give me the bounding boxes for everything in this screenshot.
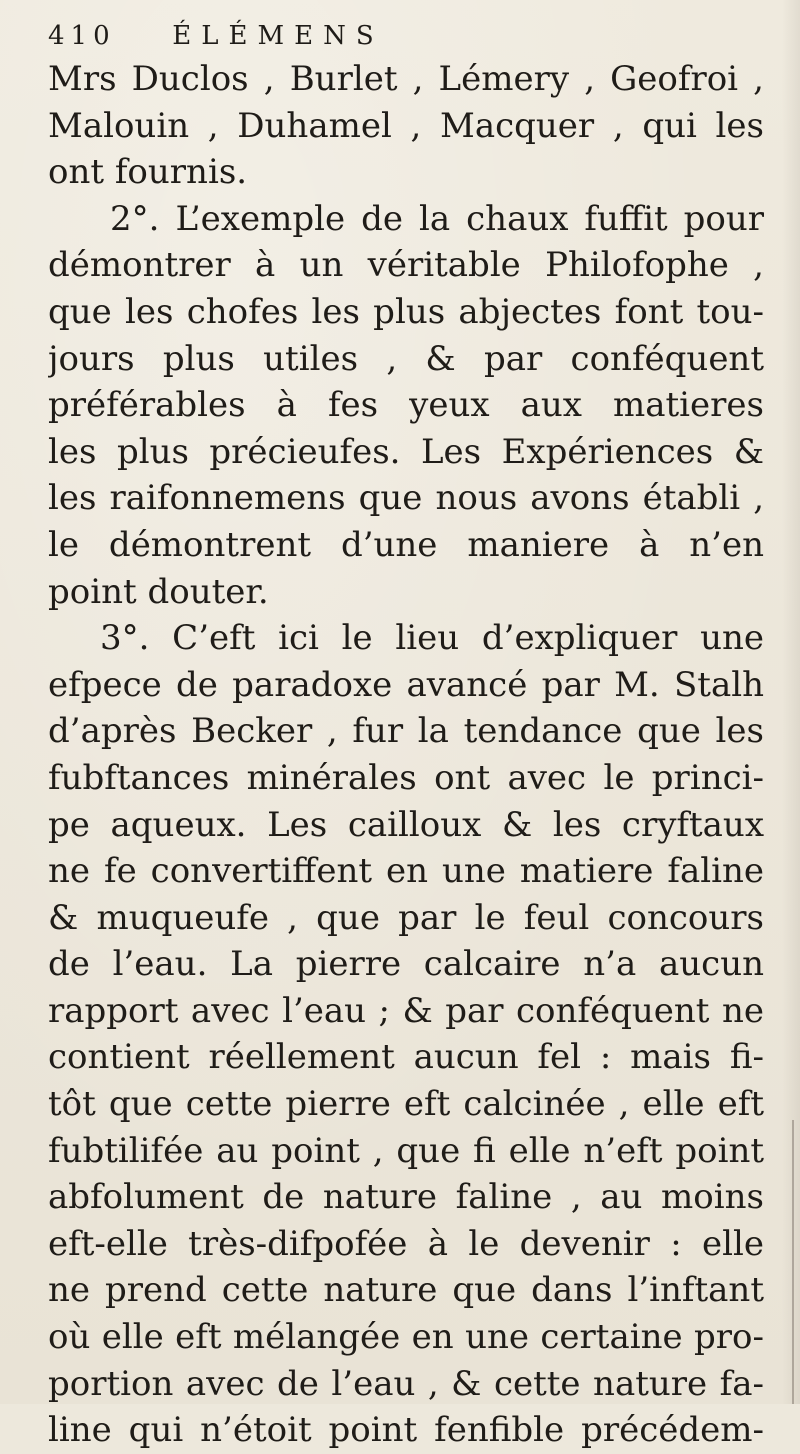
text-line: contient réellement aucun fel : mais fi- — [48, 1037, 764, 1078]
text-line: fubtilifée au point , que fi elle n’eft point — [48, 1130, 764, 1171]
text-line: rapport avec l’eau ; & par conféquent ne — [48, 990, 764, 1031]
text-line: pe aqueux. Les cailloux & les cryftaux — [48, 804, 764, 845]
text-line: jours plus utiles , & par conféquent — [48, 338, 764, 379]
text-line: les raifonnemens que nous avons établi , — [48, 478, 764, 519]
text-line: abfolument de nature faline , au moins — [48, 1177, 764, 1218]
text-line: ont fournis. — [48, 152, 248, 193]
page-edge-shadow — [782, 0, 800, 1404]
page-edge-line — [792, 1120, 794, 1404]
text-line: tôt que cette pierre eft calcinée , elle eft — [48, 1084, 764, 1125]
text-line: où elle eft mélangée en une certaine pro- — [48, 1317, 764, 1358]
body-text — [48, 56, 764, 1454]
text-line: line qui n’étoit point fenfible précédem- — [48, 1410, 764, 1451]
text-line: point douter. — [48, 571, 269, 612]
text-line: Mrs Duclos , Burlet , Lémery , Geofroi , — [48, 59, 764, 99]
running-title: ÉLÉMENS — [172, 21, 384, 51]
text-line: efpece de paradoxe avancé par M. Stalh — [48, 664, 764, 705]
page-number: 410 — [48, 21, 116, 51]
text-line: ne fe convertiffent en une matiere faline — [48, 851, 764, 892]
running-header — [48, 16, 748, 56]
text-line: le démontrent d’une maniere à n’en — [48, 524, 764, 565]
text-line: fubftances minérales ont avec le princi- — [48, 757, 764, 798]
text-line: portion avec de l’eau , & cette nature fa- — [48, 1363, 764, 1404]
text-line: d’après Becker , fur la tendance que les — [48, 711, 764, 752]
text-line: 2°. L’exemple de la chaux fuffit pour — [110, 198, 764, 239]
text-line: ne prend cette nature que dans l’inftant — [48, 1270, 764, 1311]
text-line: eft-elle très-difpofée à le devenir : elle — [48, 1223, 764, 1264]
text-line: de l’eau. La pierre calcaire n’a aucun — [48, 944, 764, 985]
text-line: démontrer à un véritable Philofophe , — [48, 245, 764, 286]
text-line: préférables à fes yeux aux matieres — [48, 385, 764, 426]
text-line: les plus précieufes. Les Expériences & — [48, 431, 764, 472]
text-line: 3°. C’eft ici le lieu d’expliquer une — [100, 618, 764, 659]
text-line: & muqueufe , que par le feul concours — [48, 897, 764, 938]
text-line: que les chofes les plus abjectes font tou- — [48, 291, 764, 332]
text-line: Malouin , Duhamel , Macquer , qui les — [48, 105, 764, 146]
